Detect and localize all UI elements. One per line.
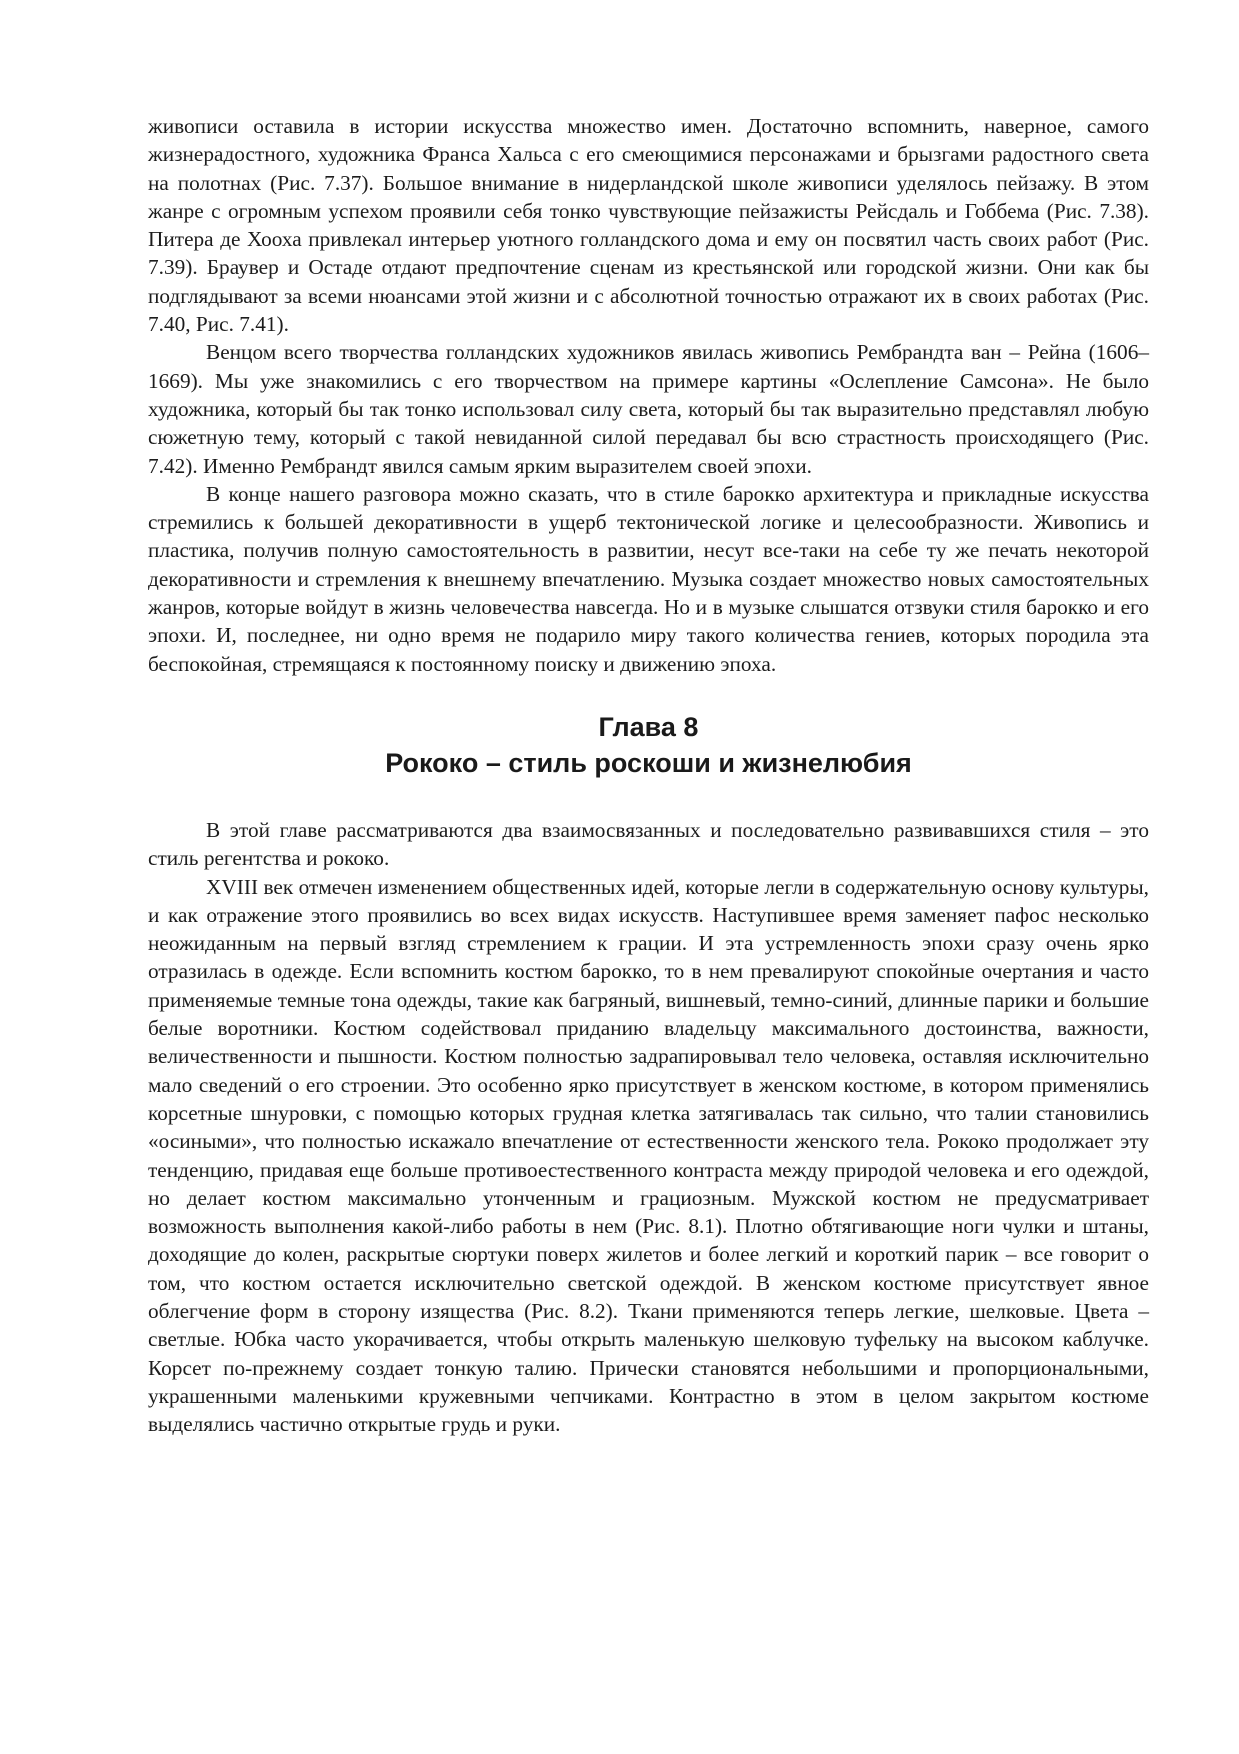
paragraph-5: XVIII век отмечен изменением общественных идей, которые легли в содержательную основу культуры, и как отражение этого проявились во всех видах искусств. Наступившее время заменяет пафос несколько неожиданным на первый взгляд стремлением к грации. И эта устремленность эпохи сразу очень ярко отразилась в одежде. Если вспомнить костюм барокко, то в нем превалируют спокойные очертания и часто применяемые темные тона одежды, такие как багряный, вишневый, темно-синий, длинные парики и большие белые воротники. Костюм содействовал приданию владельцу максимального достоинства, важности, величественности и пышности. Костюм полностью задрапировывал тело человека, оставляя исключительно мало сведений о его строении. Это особенно ярко присутствует в женском костюме, в котором применялись корсетные шнуровки, с помощью которых грудная клетка затягивалась так сильно, что талии становились «осиными», что полностью искажало впечатление от естественности женского тела. Рококо продолжает эту тенденцию, придавая еще больше противоестественного контраста между природой человека и его одеждой, но делает костюм максимально утонченным и грациозным. Мужской костюм не предусматривает возможность выполнения какой-либо работы в нем (Рис. 8.1). Плотно обтягивающие ноги чулки и штаны, доходящие до колен, раскрытые сюртуки поверх жилетов и более легкий и короткий парик – все говорит о том, что костюм остается исключительно светской одеждой. В женском костюме присутствует явное облегчение форм в сторону изящества (Рис. 8.2). Ткани применяются теперь легкие, шелковые. Цвета – светлые. Юбка часто укорачивается, чтобы открыть маленькую шелковую туфельку на высоком каблучке. Корсет по-прежнему создает тонкую талию. Прически становятся небольшими и пропорциональными, украшенными маленькими кружевными чепчиками. Контрастно в этом в целом закрытом костюме выделялись частично открытые грудь и руки. [148, 874, 1149, 1437]
paragraph-2: Венцом всего творчества голландских художников явилась живопись Рембрандта ван – Рейна (1606–1669). Мы уже знакомились с его творчеством на примере картины «Ослепление Самсона». Не было художника, который бы так тонко использовал силу света, который бы так выразительно представлял любую сюжетную тему, который с такой невиданной силой передавал бы всю страстность происходящего (Рис. 7.42). Именно Рембрандт явился самым ярким выразителем своей эпохи. [148, 340, 1149, 478]
chapter-number: Глава 8 [598, 711, 699, 742]
chapter-title: Рококо – стиль роскоши и жизнелюбия [385, 747, 912, 778]
paragraph-3: В конце нашего разговора можно сказать, что в стиле барокко архитектура и прикладные искусства стремились к большей декоративности в ущерб тектонической логике и целесообразности. Живопись и пластика, получив полную самостоятельность в развитии, несут все-таки на себе ту же печать некоторой декоративности и стремления к внешнему впечатлению. Музыка создает множество новых самостоятельных жанров, которые войдут в жизнь человечества навсегда. Но и в музыке слышатся отзвуки стиля барокко и его эпохи. И, последнее, ни одно время не подарило миру такого количества гениев, которых породила эта беспокойная, стремящаяся к постоянному поиску и движению эпоха. [148, 481, 1149, 676]
paragraph-1: живописи оставила в истории искусства множество имен. Достаточно вспомнить, наверное, самого жизнерадостного, художника Франса Хальса с его смеющимися персонажами и брызгами радостного света на полотнах (Рис. 7.37). Большое внимание в нидерландской школе живописи уделялось пейзажу. В этом жанре с огромным успехом проявили себя тонко чувствующие пейзажисты Рейсдаль и Гоббема (Рис. 7.38). Питера де Хооха привлекал интерьер уютного голландского дома и ему он посвятил часть своих работ (Рис. 7.39). Браувер и Остаде отдают предпочтение сценам из крестьянской или городской жизни. Они как бы подглядывают за всеми нюансами этой жизни и с абсолютной точностью отражают их в своих работах (Рис. 7.40, Рис. 7.41). [148, 114, 1149, 337]
paragraph-4: В этой главе рассматриваются два взаимосвязанных и последовательно развивавшихся стиля – это стиль регентства и рококо. [148, 817, 1149, 871]
document-page [148, 112, 1149, 1438]
chapter-heading [148, 709, 1149, 781]
